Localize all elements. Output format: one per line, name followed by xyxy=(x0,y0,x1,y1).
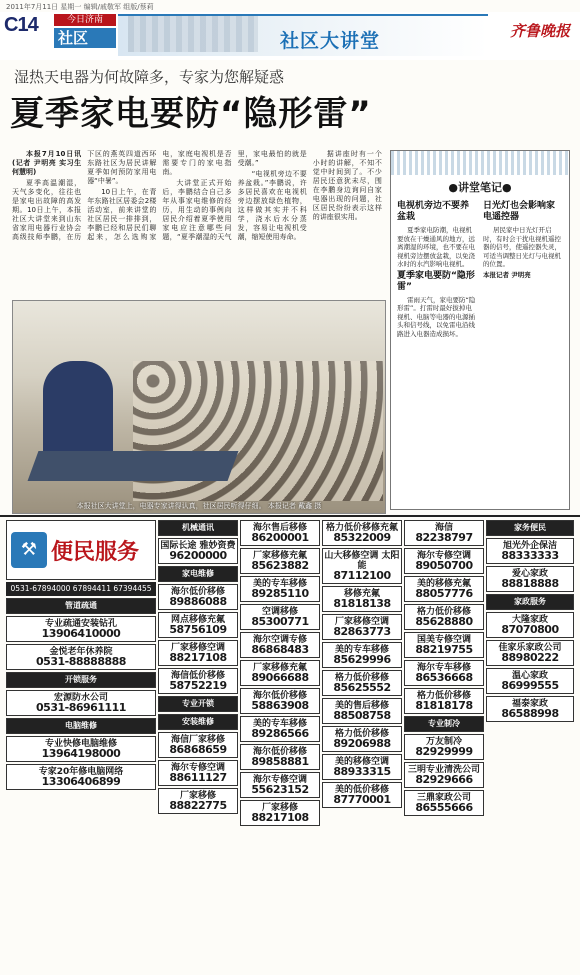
convenience-banner xyxy=(6,520,156,580)
classified-ad xyxy=(322,670,402,696)
classified-ad xyxy=(240,548,320,574)
ad-phone: 88611127 xyxy=(169,771,227,784)
ad-phone: 87112100 xyxy=(333,569,391,582)
note-body: 雷雨天气，家电要防“隐形雷”。打雷时最好拔掉电视机、电脑等电器的电源插头和信号线，以免雷电沿线路进入电器造成损坏。 xyxy=(397,295,476,338)
ad-phone: 82238797 xyxy=(415,531,473,544)
classified-ad xyxy=(240,520,320,546)
ad-title: 专业疏通安装钻孔 xyxy=(44,619,117,629)
ad-title: 国际长途 雅妙资费 xyxy=(160,541,236,551)
classified-ad xyxy=(158,732,238,758)
ad-category: 开锁服务 xyxy=(6,672,156,688)
classified-column xyxy=(486,520,574,970)
ad-title: 海尔低价移修 xyxy=(252,691,307,701)
ad-title: 三鼎家政公司 xyxy=(416,793,471,803)
ad-category: 管道疏通 xyxy=(6,598,156,614)
ad-phone: 58756109 xyxy=(169,623,227,636)
convenience-title: 便民服务 xyxy=(51,539,140,565)
ad-title: 海尔专修空调 xyxy=(416,551,471,561)
classified-ad xyxy=(240,716,320,742)
classified-ad xyxy=(6,616,156,642)
banner-title: 社区大讲堂 xyxy=(280,30,381,52)
classified-ad xyxy=(486,612,574,638)
ad-phone: 81818138 xyxy=(333,597,391,610)
ad-title: 海信低价移修 xyxy=(170,671,225,681)
classified-ad xyxy=(486,696,574,722)
ad-phone: 88508758 xyxy=(333,709,391,722)
ad-title: 福泰家政 xyxy=(511,699,548,709)
ad-title: 爱心家政 xyxy=(511,569,548,579)
ad-title: 海尔专车移修 xyxy=(416,663,471,673)
ad-title: 美的移修充氟 xyxy=(416,579,471,589)
ad-phone: 86536668 xyxy=(415,671,473,684)
classified-ad xyxy=(486,538,574,564)
ad-title: 专业快修电脑维修 xyxy=(44,739,117,749)
ad-phone: 88217108 xyxy=(251,811,309,824)
classified-column xyxy=(404,520,484,970)
classified-ad xyxy=(240,576,320,602)
ad-phone: 0531-86961111 xyxy=(36,701,126,714)
ad-phone: 88333333 xyxy=(501,549,559,562)
ad-title: 格力低价移修充氟 xyxy=(325,523,398,533)
ad-title: 温心家政 xyxy=(511,671,548,681)
ad-category: 机械通讯 xyxy=(158,520,238,536)
ad-title: 美的专车移修 xyxy=(334,645,389,655)
ad-phone: 85623882 xyxy=(251,559,309,572)
ad-phone: 87770001 xyxy=(333,793,391,806)
section-label: 社区 xyxy=(54,28,116,48)
article-paragraph: 大讲堂正式开始后，李鹏结合自己多年从事家电维修的经历，用生动的事例向居民介绍着夏季使用家电应注意哪些问题，“夏季潮湿的天气里，家电最怕的就是受潮。” xyxy=(162,150,307,241)
classified-ad xyxy=(404,604,484,630)
ad-phone: 88933315 xyxy=(333,765,391,778)
note-body: 夏季家电防潮，电视机要放在干燥通风的地方，远离潮湿的环境，也不要在电视机旁边摆放盆栽，以免浇水时的水汽影响电视机。 xyxy=(397,226,475,268)
classified-ad xyxy=(322,614,402,640)
ad-phone: 89206988 xyxy=(333,737,391,750)
date-line: 2011年7月11日 星期一 编辑/戚敬军 组版/蔡莉 xyxy=(6,3,154,11)
ad-title: 移修充氟 xyxy=(343,589,380,599)
ad-title: 厂家移修空调 xyxy=(334,617,389,627)
note-heading: 日光灯也会影响家电遥控器 xyxy=(483,201,556,222)
ad-phone: 88217108 xyxy=(169,651,227,664)
ad-title: 厂家移修空调 xyxy=(170,643,225,653)
ad-phone: 86999555 xyxy=(501,679,559,692)
ad-phone: 13906410000 xyxy=(41,627,121,640)
ad-phone: 86588998 xyxy=(501,707,559,720)
classified-ad xyxy=(322,782,402,808)
classified-ad xyxy=(158,788,238,814)
classified-ad xyxy=(240,772,320,798)
note-heading: 电视机旁边不要养盆栽 xyxy=(397,201,470,222)
ad-title: 海信 xyxy=(434,523,453,533)
ad-category: 安装维修 xyxy=(158,714,238,730)
ad-title: 海尔售后移修 xyxy=(252,523,307,533)
article-paragraph: 10日上午，在青年东路社区居委会2楼活动室，前来讲堂的社区居民一排排到，李鹏已经和居民们聊起来，怎么选购家电，家庭电视机是否需要专门的家电指南。 xyxy=(87,150,232,241)
classified-ad xyxy=(404,632,484,658)
sidebar-column xyxy=(483,199,563,499)
ad-title: 美的专车移修 xyxy=(252,719,307,729)
ad-title: 金悦老年休养院 xyxy=(49,647,113,657)
classified-ad xyxy=(404,762,484,788)
ad-phone: 85628880 xyxy=(415,615,473,628)
ad-phone: 88822775 xyxy=(169,799,227,812)
classified-column xyxy=(240,520,320,970)
ad-phone: 85322009 xyxy=(333,531,391,544)
classified-ad xyxy=(486,668,574,694)
classified-ad xyxy=(322,698,402,724)
classified-ad xyxy=(240,688,320,714)
classified-ad xyxy=(6,690,156,716)
ad-title: 国美专修空调 xyxy=(416,635,471,645)
ad-title: 山大移修空调 太阳能 xyxy=(324,551,400,571)
classified-ad xyxy=(404,660,484,686)
article-paragraph: 夏季高温潮湿，天气多变化，往往也是家电出故障的高发期。10日上午，本报社区大讲堂来到山东省家用电器行业协会高级技师李鹏，在历下区的燕英四道西环东路社区为居民讲解夏季如何预防家用电器“中暑”。 xyxy=(12,150,157,241)
ad-category: 专业制冷 xyxy=(404,716,484,732)
lecture-notes-sidebar xyxy=(390,150,570,510)
ad-phone: 55623152 xyxy=(251,783,309,796)
classified-ad xyxy=(322,754,402,780)
ad-phone: 13964198000 xyxy=(41,747,121,760)
ad-category: 家政服务 xyxy=(486,594,574,610)
classified-ad xyxy=(240,604,320,630)
classified-ad xyxy=(322,586,402,612)
ad-title: 美的移修空调 xyxy=(334,757,389,767)
ad-phone: 82929999 xyxy=(415,745,473,758)
ad-title: 旭光外企保洁 xyxy=(502,541,557,551)
ad-category: 家电维修 xyxy=(158,566,238,582)
classified-ad xyxy=(158,612,238,638)
toolbox-icon: ⚒ xyxy=(11,532,47,568)
ad-phone: 85625552 xyxy=(333,681,391,694)
classified-ad xyxy=(486,566,574,592)
ad-category: 电脑维修 xyxy=(6,718,156,734)
article-paragraph: “电视机旁边不要养盆栽。”李鹏说，许多居民喜欢在电视机旁边摆放绿色植物，这样做其实并不科学，浇水后水分蒸发，容易让电视机受潮，缩短使用寿命。 xyxy=(237,170,307,241)
classified-ad xyxy=(322,726,402,752)
classified-ad xyxy=(6,764,156,790)
ad-phone: 86868659 xyxy=(169,743,227,756)
ad-phone: 85300771 xyxy=(251,615,309,628)
classified-ad xyxy=(404,734,484,760)
article-subtitle: 湿热天电器为何故障多，专家为您解疑惑 xyxy=(14,68,285,86)
classified-ad xyxy=(6,644,156,670)
classified-ad xyxy=(404,576,484,602)
note-body: 居民家中日光灯开启时，有时会干扰电视机遥控器的信号，使遥控器失灵，可适当调整日光灯与电视机的位置。 xyxy=(483,226,561,268)
today-tag: 今日济南 xyxy=(54,14,116,26)
ad-title: 万友制冷 xyxy=(425,737,462,747)
ad-title: 大隆家政 xyxy=(511,615,548,625)
classifieds xyxy=(6,520,574,970)
ad-phone: 89886088 xyxy=(169,595,227,608)
classified-ad xyxy=(322,642,402,668)
ad-phone: 88057776 xyxy=(415,587,473,600)
page-number: C14 xyxy=(4,14,38,36)
ad-phone: 82929666 xyxy=(415,773,473,786)
ad-phone: 81818178 xyxy=(415,699,473,712)
ad-title: 格力低价移修 xyxy=(334,729,389,739)
classified-ad xyxy=(158,640,238,666)
ad-phone: 88980222 xyxy=(501,651,559,664)
classified-ad xyxy=(240,632,320,658)
ad-title: 格力低价移修 xyxy=(416,607,471,617)
ad-title: 厂家移修充氟 xyxy=(252,663,307,673)
divider xyxy=(0,515,580,517)
photo-caption: 本报社区大讲堂上，电器专家讲得认真，社区居民听得仔细。 本报记者 戴鑫 摄 xyxy=(76,502,322,510)
ad-title: 海尔专修空调 xyxy=(252,775,307,785)
classified-ad xyxy=(240,800,320,826)
ad-phone: 13306406899 xyxy=(41,775,121,788)
ad-phone: 89285110 xyxy=(251,587,309,600)
ad-phone: 0531-88888888 xyxy=(36,655,126,668)
ad-title: 格力低价移修 xyxy=(334,673,389,683)
ad-title: 美的低价移修 xyxy=(334,785,389,795)
sidebar-title: ●讲堂笔记● xyxy=(448,181,512,194)
sidebar-column xyxy=(397,199,477,499)
article-headline: 夏季家电要防“隐形雷” xyxy=(10,94,372,134)
ad-phone: 85629996 xyxy=(333,653,391,666)
ad-title: 海尔空调专修 xyxy=(252,635,307,645)
classified-ad xyxy=(158,584,238,610)
classified-ad xyxy=(240,660,320,686)
ad-title: 厂家移修 xyxy=(261,803,298,813)
newspaper-brand: 齐鲁晚报 xyxy=(510,22,571,40)
lecture-photo xyxy=(12,300,386,514)
ad-title: 空调移修 xyxy=(261,607,298,617)
sidebar-pattern xyxy=(391,151,569,175)
ad-phone: 86555666 xyxy=(415,801,473,814)
classified-ad xyxy=(158,760,238,786)
ad-phone: 88818888 xyxy=(501,577,559,590)
classified-ad xyxy=(486,640,574,666)
ad-title: 宏源防水公司 xyxy=(53,693,108,703)
ad-title: 海信厂家移修 xyxy=(170,735,225,745)
ad-title: 专家20年修电脑网络 xyxy=(38,767,124,777)
classified-ad xyxy=(404,548,484,574)
classified-ad xyxy=(6,736,156,762)
ad-title: 厂家移修充氟 xyxy=(252,551,307,561)
note-heading: 夏季家电要防“隐形雷” xyxy=(397,270,475,292)
note-footer: 本报记者 尹明亮 xyxy=(483,270,531,279)
ad-phone: 88219755 xyxy=(415,643,473,656)
ad-phone: 86868483 xyxy=(251,643,309,656)
classified-column xyxy=(322,520,402,970)
desk xyxy=(28,451,239,481)
ad-phone: 58863908 xyxy=(251,699,309,712)
hotline: 0531-67894000 67894411 67394455 xyxy=(6,582,156,596)
ad-phone: 96200000 xyxy=(169,549,227,562)
ad-phone: 89050700 xyxy=(415,559,473,572)
ad-category: 家务便民 xyxy=(486,520,574,536)
ad-phone: 89286566 xyxy=(251,727,309,740)
ad-title: 佳家乐家政公司 xyxy=(498,643,562,653)
banner-photo xyxy=(128,16,258,52)
ad-title: 美的专车移修 xyxy=(252,579,307,589)
ad-title: 三明专业清洗公司 xyxy=(407,765,480,775)
classified-column xyxy=(6,520,156,970)
article-dateline: 本报7月10日讯(记者 尹明亮 实习生 何慧明) xyxy=(12,150,82,176)
classified-column xyxy=(158,520,238,970)
classified-ad xyxy=(240,744,320,770)
ad-phone: 58752219 xyxy=(169,679,227,692)
ad-title: 网点移修充氟 xyxy=(170,615,225,625)
classified-ad xyxy=(404,790,484,816)
ad-phone: 82863773 xyxy=(333,625,391,638)
ad-category: 专业开锁 xyxy=(158,696,238,712)
ad-title: 海尔专修空调 xyxy=(170,763,225,773)
ad-title: 美的售后移修 xyxy=(334,701,389,711)
article-paragraph: 据讲座时有一个小时的讲解，不知不觉中时间到了。不少居民还意犹未尽，围在李鹏身边询问自家电器出现的问题，社区居民纷纷表示这样的讲座很实用。 xyxy=(312,150,382,221)
classified-ad xyxy=(404,520,484,546)
ad-title: 海尔低价移修 xyxy=(170,587,225,597)
ad-title: 海尔低价移修 xyxy=(252,747,307,757)
classified-ad xyxy=(322,548,402,584)
ad-phone: 89066688 xyxy=(251,671,309,684)
ad-title: 格力低价移修 xyxy=(416,691,471,701)
classified-ad xyxy=(158,538,238,564)
classified-ad xyxy=(158,668,238,694)
classified-ad xyxy=(322,520,402,546)
article-body xyxy=(12,150,382,296)
ad-phone: 87070800 xyxy=(501,623,559,636)
ad-phone: 86200001 xyxy=(251,531,309,544)
classified-ad xyxy=(404,688,484,714)
ad-phone: 89858881 xyxy=(251,755,309,768)
ad-title: 厂家移修 xyxy=(179,791,216,801)
